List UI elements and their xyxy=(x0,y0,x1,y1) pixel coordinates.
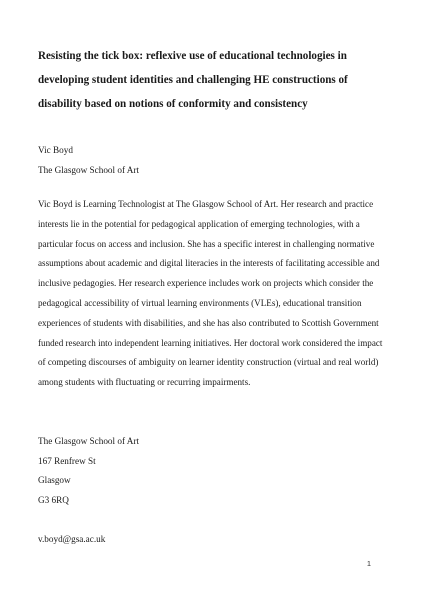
author-block xyxy=(38,141,139,181)
document-title: Resisting the tick box: reflexive use of educational technologies in developing student identities and challenging HE constructions of disability based on notions of conformity and consistency xyxy=(38,50,348,110)
address-city: Glasgow xyxy=(38,475,71,486)
address-institution: The Glasgow School of Art xyxy=(38,436,140,446)
author-bio: Vic Boyd is Learning Technologist at The Glasgow School of Art. Her research and practice interests lie in the potential for pedagogical application of emerging technologies, with a particular focus on access and inclusion. She has a specific interest in challenging normative assumptions about academic and digital literacies in the interests of facilitating accessible and inclusive pedagogies. Her research experience includes work on projects which consider the pedagogical accessibility of virtual learning environments (VLEs), educational transition experiences of students with disabilities, and she has also contributed to Scottish Government funded research into independent learning initiatives. Her doctoral work considered the impact of competing discourses of ambiguity on learner identity construction (virtual and real world) among students with fluctuating or recurring impairments. xyxy=(38,199,383,388)
address-postcode: G3 6RQ xyxy=(38,494,69,505)
address-street: 167 Renfrew St xyxy=(38,455,96,466)
postal-address xyxy=(38,432,139,510)
author-name: Vic Boyd xyxy=(38,145,73,155)
page-number: 1 xyxy=(366,559,371,568)
author-affiliation: The Glasgow School of Art xyxy=(38,164,140,175)
contact-email: v.boyd@gsa.ac.uk xyxy=(38,534,106,544)
